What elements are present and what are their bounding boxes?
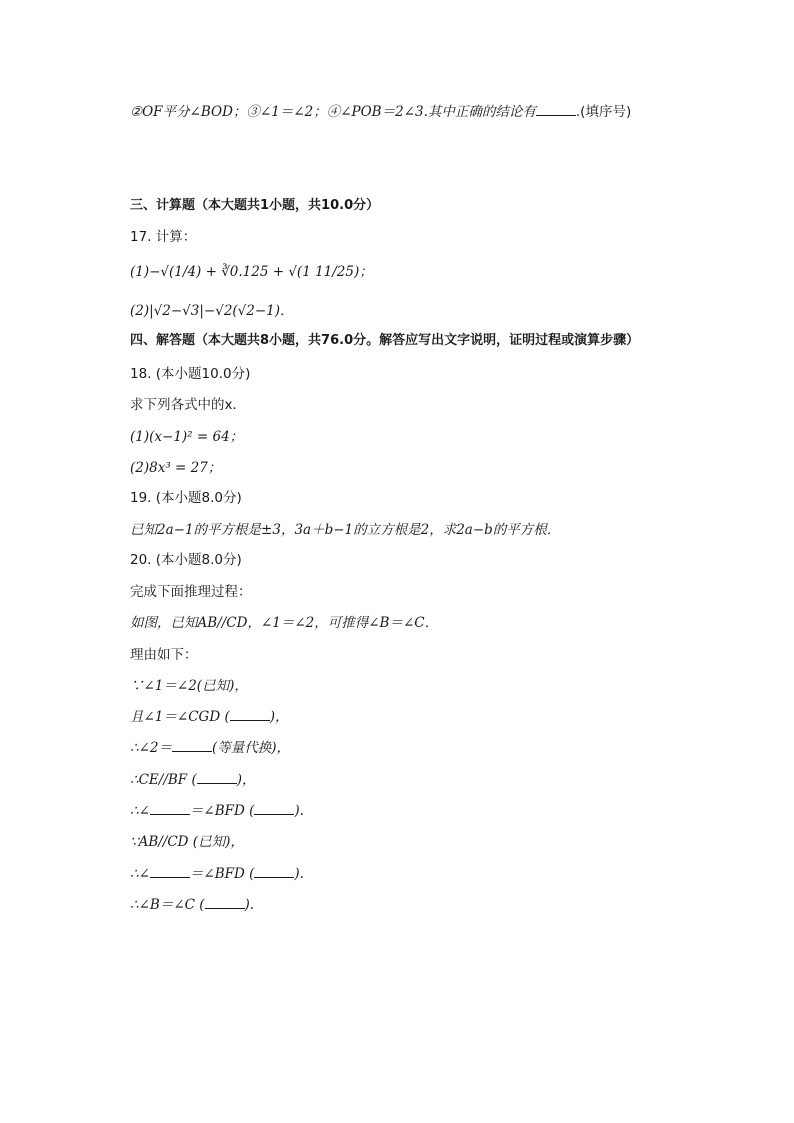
proof-step-6: ∵AB//CD (已知)， — [130, 834, 244, 850]
reason-blank[interactable] — [197, 770, 237, 784]
question-19-text: 已知2a−1的平方根是±3，3a＋b−1的立方根是2，求2a−b的平方根． — [130, 522, 561, 538]
question-17-part-1: (1)−√(1/4) + ∛0.125 + √(1 11/25)； — [130, 264, 373, 280]
reason-blank[interactable] — [254, 801, 294, 815]
question-18-part-2: (2)8x³ = 27； — [130, 460, 222, 476]
proof-step-5: ∴∠ ＝∠BFD ( ). — [130, 803, 304, 819]
question-20-intro: 完成下面推理过程： — [130, 584, 252, 600]
question-18-part-1: (1)(x−1)² = 64； — [130, 429, 244, 445]
question-18-title: 18. (本小题10.0分) — [130, 366, 251, 382]
answer-blank[interactable] — [536, 102, 576, 116]
proof-step-3: ∴∠2＝ (等量代换)， — [130, 740, 291, 756]
question-17-title: 17. 计算： — [130, 229, 197, 245]
proof-step-7: ∴∠ ＝∠BFD ( ). — [130, 866, 304, 882]
section-3-heading: 三、计算题（本大题共1小题，共10.0分） — [130, 198, 380, 213]
reason-blank[interactable] — [230, 707, 270, 721]
question-20-given: 如图，已知AB//CD，∠1＝∠2，可推得∠B＝∠C． — [130, 615, 439, 631]
proof-step-4: ∴CE//BF ( )， — [130, 772, 256, 788]
question-20-reason: 理由如下： — [130, 647, 198, 663]
angle-blank[interactable] — [150, 801, 190, 815]
reason-blank[interactable] — [205, 895, 245, 909]
question-19-title: 19. (本小题8.0分) — [130, 490, 242, 506]
question-18-text: 求下列各式中的x． — [130, 397, 246, 413]
proof-step-2: 且∠1＝∠CGD ( )， — [130, 709, 289, 725]
angle-blank[interactable] — [172, 738, 212, 752]
question-16-tail: ②OF平分∠BOD；③∠1＝∠2；④∠POB＝2∠3.其中正确的结论有 .(填序号) — [130, 104, 632, 120]
proof-step-8: ∴∠B＝∠C ( ). — [130, 897, 255, 913]
proof-step-1: ∵∠1＝∠2(已知)， — [130, 678, 248, 694]
question-20-title: 20. (本小题8.0分) — [130, 552, 242, 568]
angle-blank[interactable] — [150, 864, 190, 878]
question-17-part-2: (2)|√2−√3|−√2(√2−1)． — [130, 303, 294, 319]
section-4-heading: 四、解答题（本大题共8小题，共76.0分。解答应写出文字说明，证明过程或演算步骤） — [130, 333, 640, 348]
reason-blank[interactable] — [254, 864, 294, 878]
